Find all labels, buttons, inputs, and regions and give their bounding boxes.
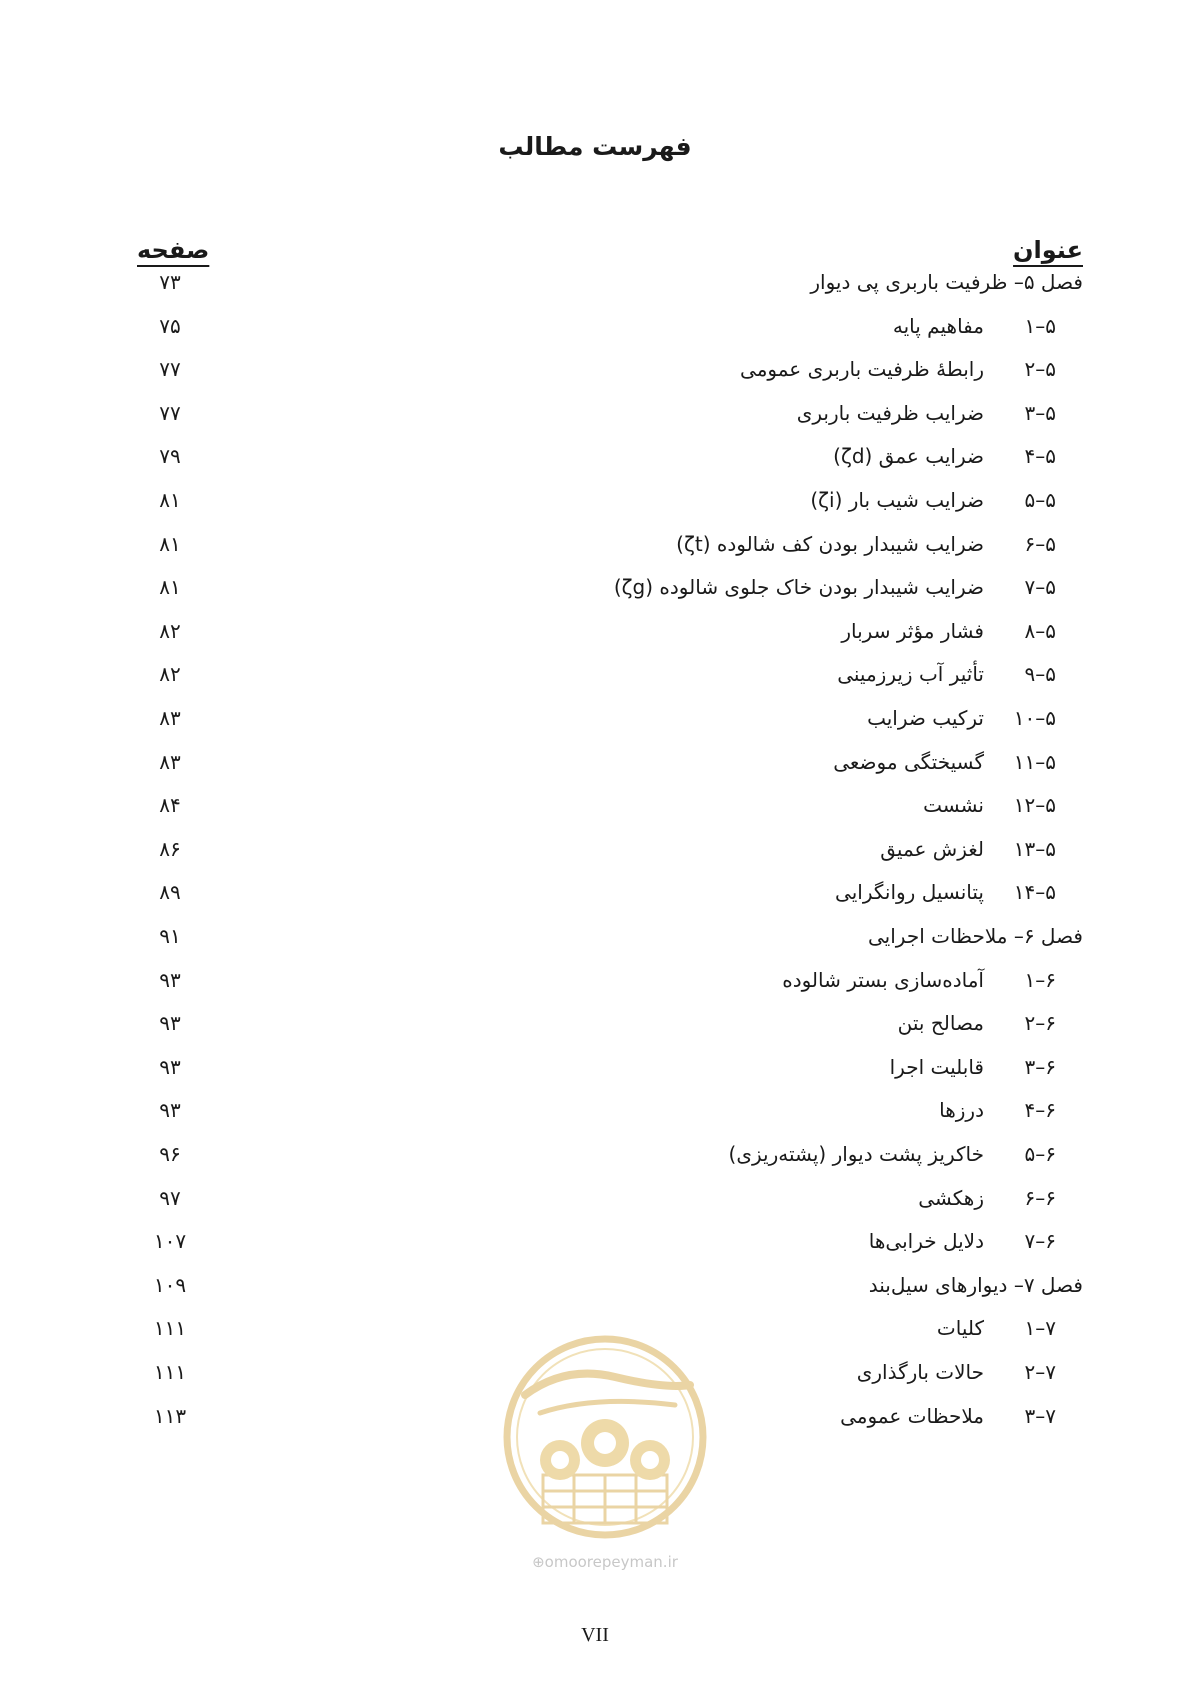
toc-entry-text: حالات بارگذاری [856,1360,984,1384]
toc-entry-text: پتانسیل روانگرایی [835,880,984,905]
toc-entry-text: فشار مؤثر سربار [841,618,984,643]
toc-entry-text: دلایل خرابی‌ها [868,1229,984,1254]
page-column-header: صفحه [137,236,210,264]
toc-entry-title [296,1218,1056,1265]
toc-section-row [0,1000,1190,1047]
toc-entry-text: مصالح بتن [897,1011,984,1036]
toc-entry-title [296,303,1056,350]
page-title: فهرست مطالب [498,132,692,161]
toc-entry-title [323,913,1083,960]
toc-entry-title [296,1000,1056,1047]
toc-section-row [0,1218,1190,1265]
toc-chapter-row [0,1262,1190,1309]
toc-section-row [0,390,1190,437]
toc-entry-title [323,1262,1083,1309]
toc-section-row [0,1044,1190,1091]
toc-page-number: ۸۳ [159,706,181,730]
toc-section-row [0,433,1190,480]
toc-section-row [0,826,1190,873]
toc-page-number: ۷۷ [159,400,181,425]
toc-section-number: ۵–۴ [1024,444,1056,469]
toc-section-number: ۵–۱ [1024,313,1056,338]
globe-icon: ⊕ [532,1553,545,1571]
toc-entry-text: خاکریز پشت دیوار (پشته‌ریزی) [728,1142,984,1166]
toc-entry-title [296,390,1056,437]
toc-section-number: ۷–۲ [1024,1360,1056,1384]
toc-entry-text: درزها [939,1098,984,1123]
toc-entry-text: فصل ۵– ظرفیت باربری پی دیوار [810,270,1083,294]
toc-page-number: ۱۱۱ [153,1316,187,1341]
toc-section-row [0,957,1190,1004]
toc-entry-title [296,1044,1056,1091]
toc-page-number: ۹۳ [159,1098,181,1123]
toc-section-row [0,1131,1190,1178]
toc-entry-text: زهکشی [918,1185,984,1210]
toc-entry-title [296,739,1056,786]
toc-section-row [0,608,1190,655]
toc-entry-title [296,826,1056,873]
toc-chapter-row [0,259,1190,306]
toc-section-number: ۵–۱۰ [1013,706,1056,730]
toc-entry-title [296,1087,1056,1134]
toc-entry-title [296,608,1056,655]
toc-section-number: ۶–۲ [1024,1011,1056,1036]
toc-entry-text: ترکیب ضرایب [867,706,984,730]
toc-entry-title [296,957,1056,1004]
toc-section-number: ۵–۶ [1024,531,1056,556]
toc-entry-text: تأثیر آب زیرزمینی [837,662,984,687]
toc-section-row [0,695,1190,742]
toc-page-number: ۸۹ [159,880,181,905]
toc-entry-text: ضرایب ظرفیت باربری [796,400,984,425]
toc-page-number: ۷۹ [159,444,181,469]
toc-entry-text: فصل ۶– ملاحظات اجرایی [868,924,1083,948]
toc-page-number: ۱۰۹ [153,1272,187,1297]
toc-entry-text: لغزش عمیق [880,836,984,861]
toc-section-number: ۵–۷ [1024,575,1056,600]
toc-section-row [0,477,1190,524]
toc-entry-text: ضرایب عمق (ζd) [833,444,984,469]
toc-entry-title [296,1175,1056,1222]
toc-page-number: ۸۶ [159,836,181,861]
toc-entry-text: نشست [923,793,984,818]
toc-entry-text: ملاحظات عمومی [840,1403,984,1428]
toc-page-number: ۹۷ [159,1185,181,1210]
toc-entry-title [296,521,1056,568]
toc-page-number: ۸۲ [159,662,181,687]
toc-section-row [0,739,1190,786]
toc-page-number: ۸۱ [159,531,181,556]
toc-page-number: ۹۳ [159,1011,181,1036]
toc-page-number: ۹۱ [159,924,181,948]
toc-page-number: ۸۱ [159,575,181,600]
toc-entry-text: ضرایب شیبدار بودن خاک جلوی شالوده (ζg) [613,575,984,600]
toc-entry-text: آماده‌سازی بستر شالوده [782,967,984,992]
toc-section-number: ۵–۸ [1024,618,1056,643]
toc-section-number: ۵–۱۱ [1013,749,1056,774]
toc-entry-text: ضرایب شیب بار (ζi) [810,488,984,512]
toc-entry-title [296,651,1056,698]
toc-section-number: ۷–۳ [1024,1403,1056,1428]
toc-page-number: ۸۱ [159,488,181,512]
toc-section-number: ۵–۵ [1024,488,1056,512]
toc-page-number: ۸۴ [159,793,181,818]
toc-entry-text: رابطهٔ ظرفیت باربری عمومی [740,357,984,382]
toc-section-row [0,1175,1190,1222]
toc-entry-text: فصل ۷– دیوارهای سیل‌بند [868,1272,1083,1297]
toc-section-number: ۷–۱ [1024,1316,1056,1341]
toc-section-row [0,651,1190,698]
toc-section-row [0,521,1190,568]
toc-chapter-row [0,913,1190,960]
page-number-footer: VII [581,1624,609,1646]
toc-section-number: ۶–۱ [1024,967,1056,992]
toc-section-number: ۶–۶ [1024,1185,1056,1210]
toc-entry-title [296,1131,1056,1178]
watermark-caption: ⊕omoorepeyman.ir [532,1553,678,1571]
toc-section-number: ۵–۹ [1024,662,1056,687]
toc-section-number: ۶–۳ [1024,1054,1056,1079]
toc-page-number: ۸۳ [159,749,181,774]
toc-entry-text: مفاهیم پایه [892,313,984,338]
toc-entry-title [323,259,1083,306]
toc-entry-title [296,433,1056,480]
toc-section-row [0,1087,1190,1134]
title-column-header: عنوان [1013,236,1083,264]
toc-page-number: ۷۳ [159,270,181,294]
toc-section-number: ۵–۳ [1024,400,1056,425]
toc-section-number: ۵–۱۴ [1013,880,1056,905]
toc-entry-text: ضرایب شیبدار بودن کف شالوده (ζt) [676,531,984,556]
omoorepeyman-logo-icon [485,1325,725,1553]
toc-entry-text: گسیختگی موضعی [833,749,984,774]
toc-entry-text: کلیات [936,1316,984,1341]
toc-section-number: ۶–۵ [1024,1142,1056,1166]
toc-section-number: ۶–۷ [1024,1229,1056,1254]
toc-entry-title [296,782,1056,829]
toc-page-number: ۱۱۱ [153,1360,187,1384]
toc-entry-title [296,869,1056,916]
toc-entry-title [296,564,1056,611]
toc-section-number: ۶–۴ [1024,1098,1056,1123]
toc-page-number: ۷۵ [159,313,181,338]
toc-page-number: ۸۲ [159,618,181,643]
toc-page-number: ۹۳ [159,967,181,992]
toc-page-number: ۱۰۷ [153,1229,187,1254]
toc-section-row [0,564,1190,611]
toc-section-row [0,782,1190,829]
toc-page-number: ۱۱۳ [153,1403,187,1428]
toc-entry-title [296,695,1056,742]
toc-section-row [0,869,1190,916]
watermark-logo [485,1325,725,1595]
toc-section-row [0,303,1190,350]
toc-section-number: ۵–۲ [1024,357,1056,382]
toc-page-number: ۹۳ [159,1054,181,1079]
toc-entry-title [296,477,1056,524]
toc-section-number: ۵–۱۳ [1013,836,1056,861]
toc-section-row [0,346,1190,393]
toc-page-number: ۷۷ [159,357,181,382]
toc-entry-text: قابلیت اجرا [889,1054,984,1079]
toc-section-number: ۵–۱۲ [1013,793,1056,818]
toc-page-number: ۹۶ [159,1142,181,1166]
toc-entry-title [296,346,1056,393]
